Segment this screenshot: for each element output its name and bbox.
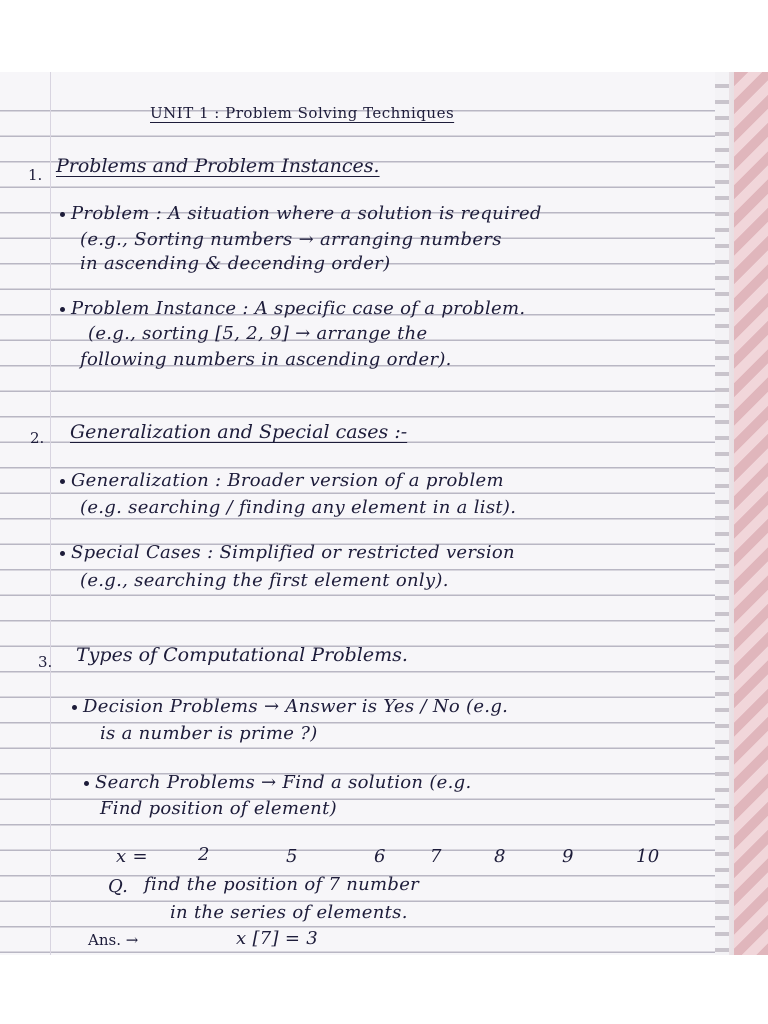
bullet-icon — [72, 705, 77, 710]
series-value: 2 — [198, 844, 210, 865]
background-top — [0, 0, 768, 72]
s3-p2-line2: Find position of element) — [100, 798, 337, 819]
bullet-icon — [60, 307, 65, 312]
s2-p2-line2: (e.g., searching the first element only). — [80, 570, 449, 591]
series-value: 7 — [430, 846, 442, 867]
s1-p1-line1: Problem : A situation where a solution is required — [60, 203, 542, 224]
question-line2: in the series of elements. — [170, 902, 408, 923]
s2-p2-line1: Special Cases : Simplified or restricted version — [60, 542, 515, 563]
s2-p1-line1: Generalization : Broader version of a problem — [60, 470, 504, 491]
series-label: x = — [116, 846, 148, 867]
section-2-heading: Generalization and Special cases :- — [70, 421, 408, 443]
series-value: 8 — [494, 846, 506, 867]
s1-p1-line3: in ascending & decending order) — [80, 253, 391, 274]
series-value: 10 — [636, 846, 660, 867]
question-label: Q. — [108, 876, 129, 897]
series-value: 6 — [374, 846, 386, 867]
s1-p2-line3: following numbers in ascending order). — [80, 349, 452, 370]
unit-title: UNIT 1 : Problem Solving Techniques — [150, 104, 455, 122]
pink-backing — [734, 72, 768, 955]
answer-value: x [7] = 3 — [236, 928, 319, 949]
question-line1: find the position of 7 number — [144, 874, 420, 895]
background-bottom — [0, 955, 768, 1024]
answer-label: Ans. → — [88, 931, 139, 949]
section-1-number: 1. — [28, 166, 43, 184]
bullet-icon — [60, 479, 65, 484]
bullet-icon — [60, 551, 65, 556]
s1-p1-line2: (e.g., Sorting numbers → arranging numbers — [80, 229, 502, 250]
torn-page-edge — [715, 72, 768, 955]
section-2-number: 2. — [30, 429, 45, 447]
s1-p2-line2: (e.g., sorting [5, 2, 9] → arrange the — [88, 323, 428, 344]
section-1-heading: Problems and Problem Instances. — [56, 155, 380, 177]
s2-p1-line2: (e.g. searching / finding any element in a list). — [80, 497, 517, 518]
torn-perforations — [715, 72, 729, 955]
series-value: 5 — [286, 846, 298, 867]
s1-p2-line1: Problem Instance : A specific case of a problem. — [60, 298, 525, 319]
section-3-number: 3. — [38, 653, 53, 671]
s3-p1-line2: is a number is prime ?) — [100, 723, 318, 744]
bullet-icon — [60, 212, 65, 217]
s3-p2-line1: Search Problems → Find a solution (e.g. — [84, 772, 471, 793]
bullet-icon — [84, 781, 89, 786]
series-value: 9 — [562, 846, 574, 867]
section-3-heading: Types of Computational Problems. — [76, 644, 408, 666]
margin-line — [50, 72, 51, 955]
s3-p1-line1: Decision Problems → Answer is Yes / No (e.g. — [72, 696, 508, 717]
